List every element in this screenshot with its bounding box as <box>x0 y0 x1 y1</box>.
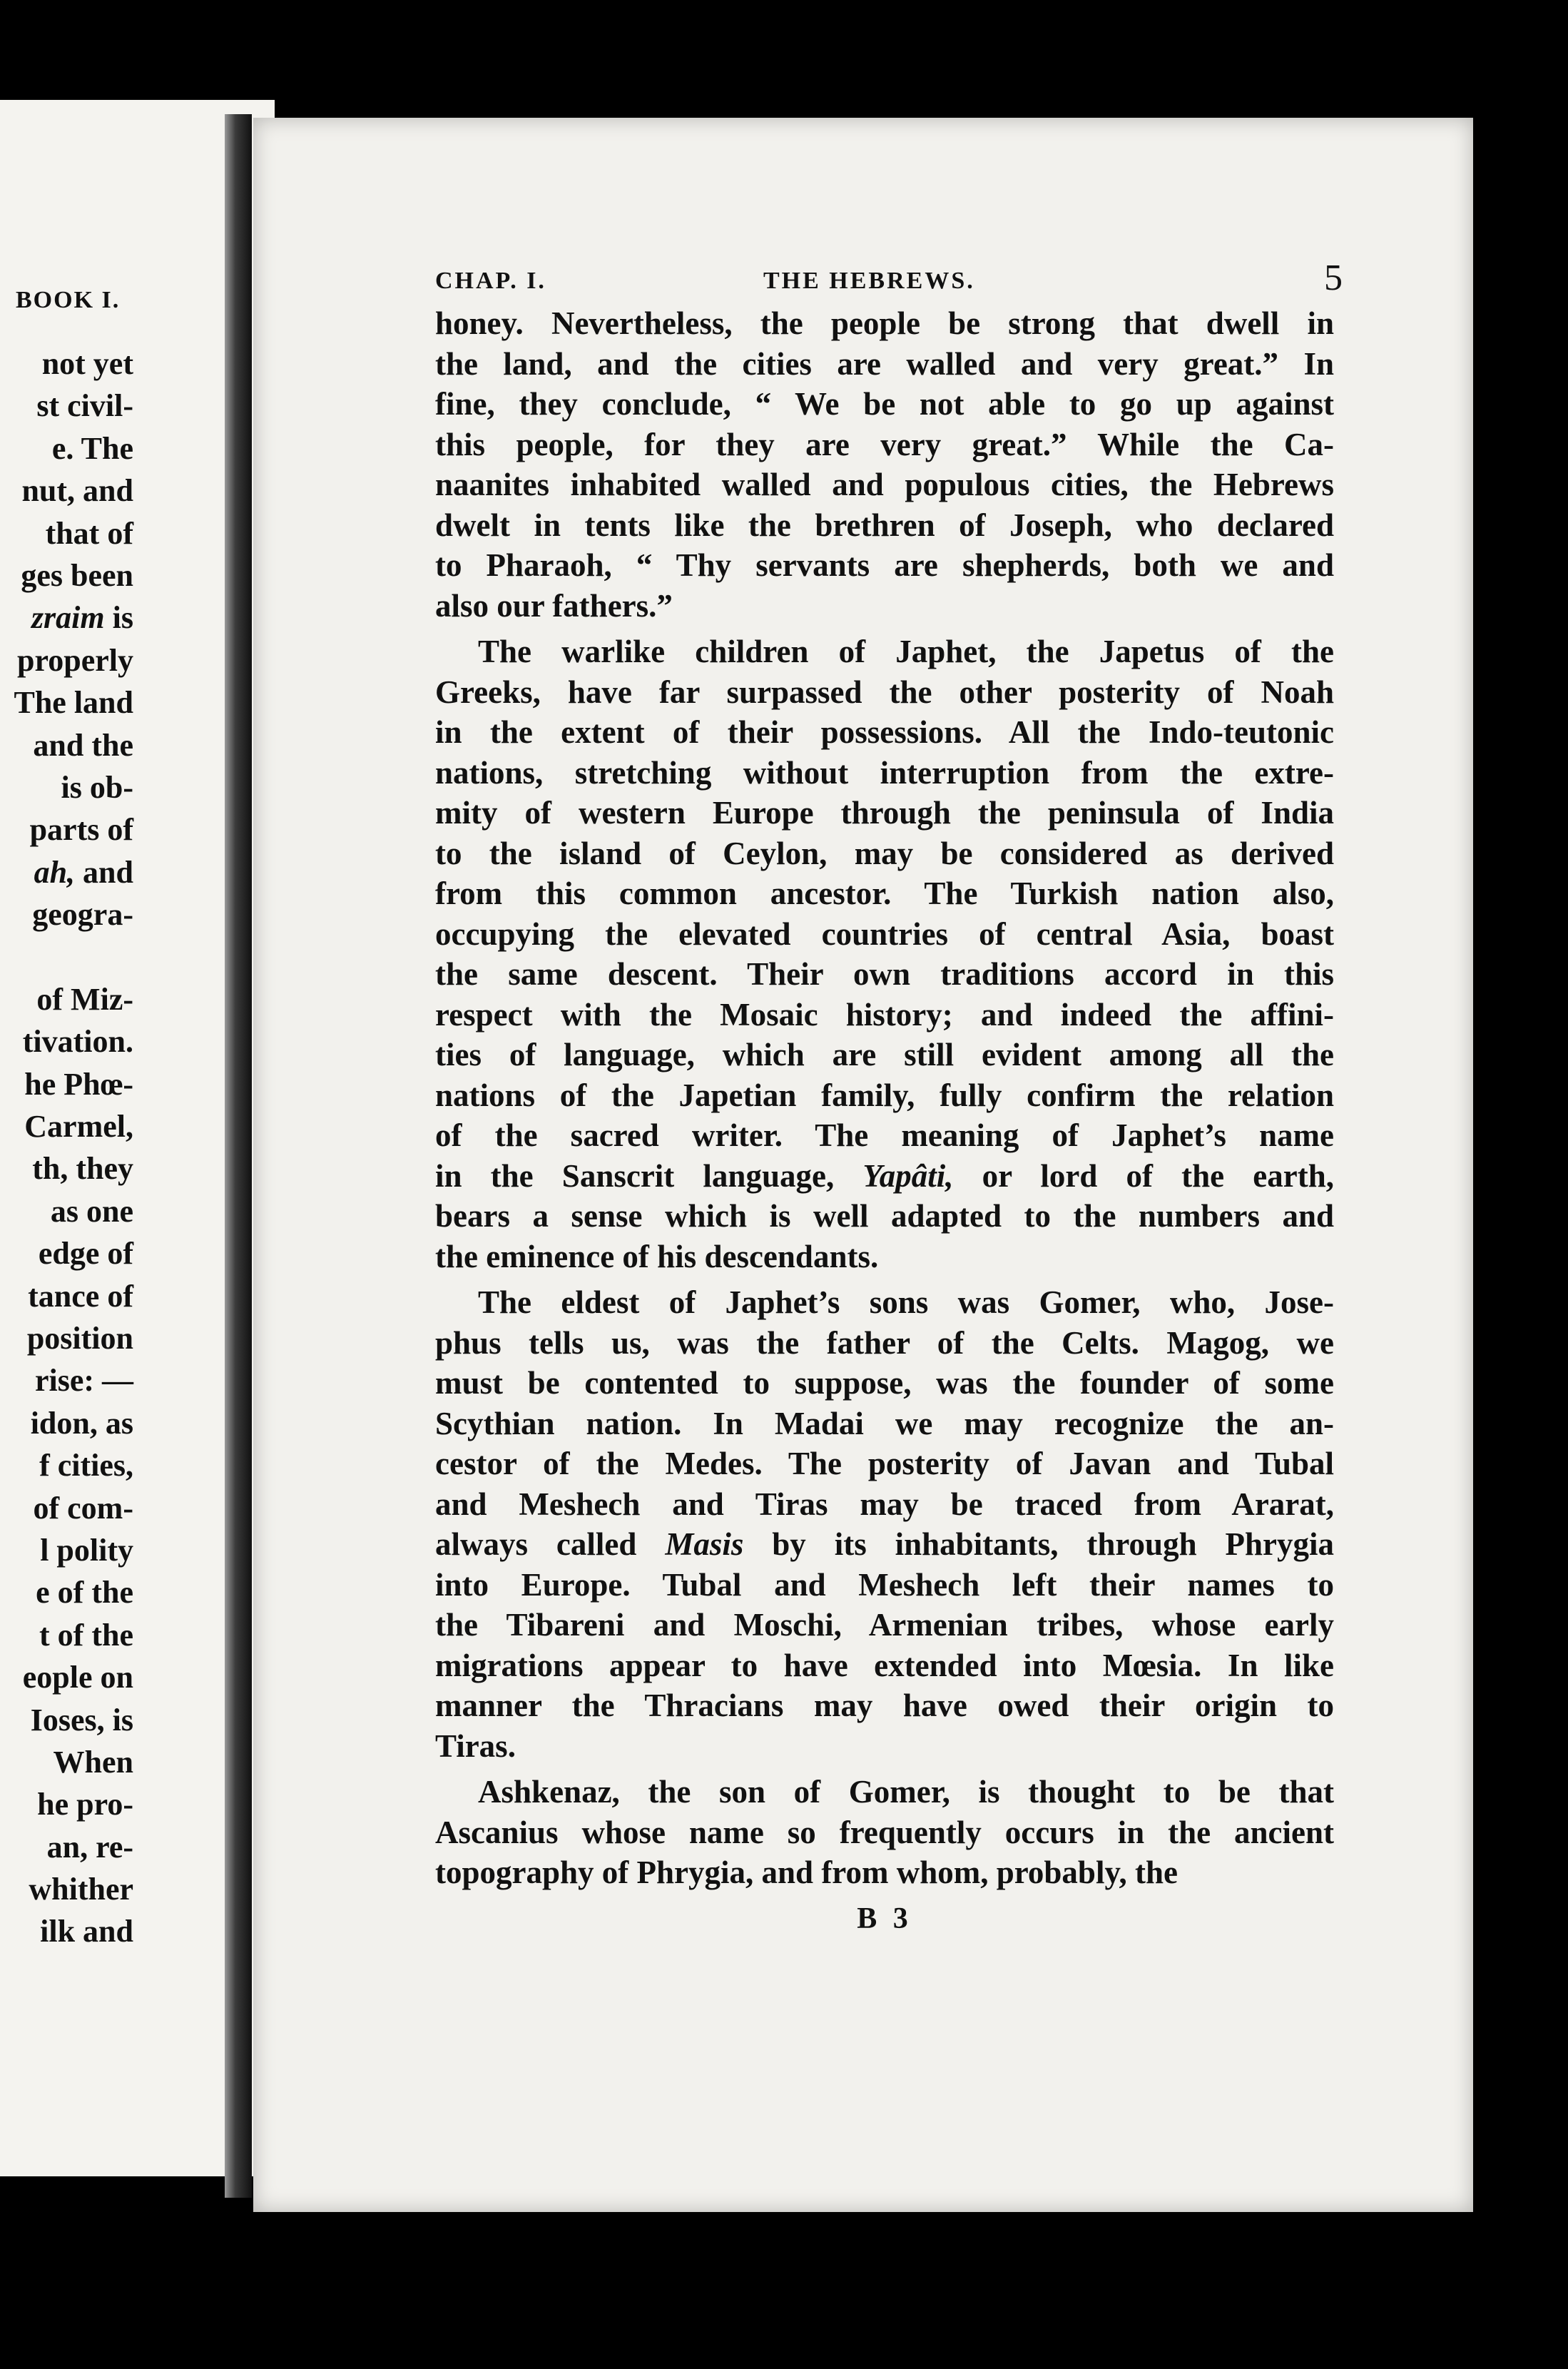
text-line: The eldest of Japhet’s sons was Gomer, who, Jose- <box>478 1284 1334 1320</box>
left-page-line: e of the <box>36 1575 133 1610</box>
text-line: to Pharaoh, “ Thy servants are shepherds, both we and <box>435 547 1334 583</box>
left-page-line: Carmel, <box>24 1109 133 1145</box>
text-line: phus tells us, was the father of the Celts. Magog, we <box>435 1324 1334 1361</box>
left-page-line: Ioses, is <box>30 1702 133 1738</box>
text-line: in the extent of their possessions. All the Indo-teutonic <box>435 714 1334 750</box>
text-line: ties of language, which are still evident among all the <box>435 1037 1334 1072</box>
text-line: bears a sense which is well adapted to the numbers and <box>435 1198 1334 1234</box>
page-title: THE HEBREWS. <box>763 268 975 294</box>
paragraph <box>435 303 1334 626</box>
left-page-line: zraim is <box>31 600 133 636</box>
left-page-line: parts of <box>29 812 133 848</box>
left-page-line: that of <box>45 515 133 551</box>
text-line: fine, they conclude, “ We be not able to go up against <box>435 386 1334 422</box>
left-page-line: The land <box>14 685 133 721</box>
left-page-line: he Phœ- <box>24 1066 133 1102</box>
body-text <box>435 303 1334 1893</box>
left-page-line: eople on <box>22 1660 133 1695</box>
chapter-label: CHAP. I. <box>435 268 546 294</box>
left-page-line: edge of <box>38 1236 133 1272</box>
text-line: the land, and the cities are walled and very great.” In <box>435 345 1334 382</box>
text-line: cestor of the Medes. The posterity of Javan and Tubal <box>435 1446 1334 1481</box>
text-line: and Meshech and Tiras may be traced from Ararat, <box>435 1486 1334 1522</box>
left-page-line: properly <box>17 642 133 678</box>
text-line: Tiras. <box>435 1728 516 1764</box>
left-page-line: of com- <box>33 1490 133 1526</box>
left-page-line: he pro- <box>37 1787 133 1822</box>
text-line: the Tibareni and Moschi, Armenian tribes, whose early <box>435 1607 1334 1643</box>
text-line: The warlike children of Japhet, the Japetus of the <box>478 634 1334 669</box>
paragraph <box>435 1282 1334 1766</box>
text-line: mity of western Europe through the peninsula of India <box>435 795 1334 831</box>
left-page-line: geogra- <box>32 897 133 933</box>
left-page-line: ah, and <box>34 854 133 890</box>
running-head <box>435 253 1345 303</box>
text-line: topography of Phrygia, and from whom, probably, the <box>435 1855 1178 1890</box>
text-line: in the Sanscrit language, Yapâti, or lord of the earth, <box>435 1157 1334 1194</box>
text-line: naanites inhabited walled and populous cities, the Hebrews <box>435 467 1334 502</box>
left-page-line: not yet <box>41 346 133 381</box>
left-page-line: as one <box>50 1193 133 1229</box>
text-line: always called Masis by its inhabitants, through Phrygia <box>435 1526 1334 1562</box>
text-line: the same descent. Their own traditions accord in this <box>435 956 1334 992</box>
text-line: into Europe. Tubal and Meshech left their names to <box>435 1566 1334 1603</box>
left-page-line: ilk and <box>40 1914 133 1949</box>
text-line: the eminence of his descendants. <box>435 1238 879 1274</box>
left-page-line: idon, as <box>30 1405 133 1441</box>
text-line: from this common ancestor. The Turkish nation also, <box>435 876 1334 911</box>
text-line: Greeks, have far surpassed the other posterity of Noah <box>435 674 1334 710</box>
text-line: nations, stretching without interruption from the extre- <box>435 754 1334 791</box>
text-line: respect with the Mosaic history; and indeed the affini- <box>435 996 1334 1033</box>
text-line: of the sacred writer. The meaning of Japhet’s name <box>435 1117 1334 1153</box>
text-line: Ascanius whose name so frequently occurs in the ancient <box>435 1814 1334 1850</box>
left-running-head: BOOK I. <box>16 287 121 313</box>
left-page-line: th, they <box>32 1151 133 1187</box>
left-page-line: position <box>26 1320 133 1356</box>
left-page-line: nut, and <box>21 473 133 509</box>
left-page-line: e. The <box>51 430 133 466</box>
left-page-line: f cities, <box>39 1448 133 1483</box>
text-line: Scythian nation. In Madai we may recognize the an- <box>435 1405 1334 1441</box>
main-page <box>253 118 1473 2212</box>
left-page-line: rise: — <box>34 1363 133 1399</box>
text-line: nations of the Japetian family, fully confirm the relation <box>435 1077 1334 1113</box>
text-line: migrations appear to have extended into Mœsia. In like <box>435 1647 1334 1683</box>
page-number: 5 <box>1324 258 1345 298</box>
paragraph <box>435 1772 1334 1893</box>
text-line: also our fathers.” <box>435 587 673 624</box>
left-page-line: tivation. <box>22 1024 133 1060</box>
left-page-line: whither <box>29 1872 133 1907</box>
left-page-line: is ob- <box>61 769 133 805</box>
left-page-line: and the <box>33 727 133 763</box>
text-line: to the island of Ceylon, may be considered as derived <box>435 835 1334 871</box>
left-page-line: When <box>53 1744 133 1780</box>
text-line: dwelt in tents like the brethren of Joseph, who declared <box>435 507 1334 543</box>
left-page-line <box>0 935 133 978</box>
left-page-line: tance of <box>28 1278 133 1314</box>
text-line: this people, for they are very great.” While the Ca- <box>435 426 1334 462</box>
left-page-text <box>0 343 133 1953</box>
text-line: Ashkenaz, the son of Gomer, is thought to be that <box>478 1774 1334 1810</box>
text-line: honey. Nevertheless, the people be strong that dwell in <box>435 305 1334 341</box>
text-line: manner the Thracians may have owed their origin to <box>435 1688 1334 1723</box>
book-gutter <box>225 114 252 2198</box>
left-page-line: t of the <box>39 1617 133 1653</box>
left-page-line: an, re- <box>46 1829 133 1865</box>
signature-mark: B 3 <box>857 1902 912 1935</box>
text-line: must be contented to suppose, was the founder of some <box>435 1365 1334 1401</box>
paragraph <box>435 631 1334 1277</box>
left-page-line: of Miz- <box>36 981 133 1017</box>
text-line: occupying the elevated countries of central Asia, boast <box>435 915 1334 952</box>
left-page-line: st civil- <box>36 388 133 424</box>
left-page-line: ges been <box>21 557 133 593</box>
left-page-line: l polity <box>40 1532 133 1568</box>
